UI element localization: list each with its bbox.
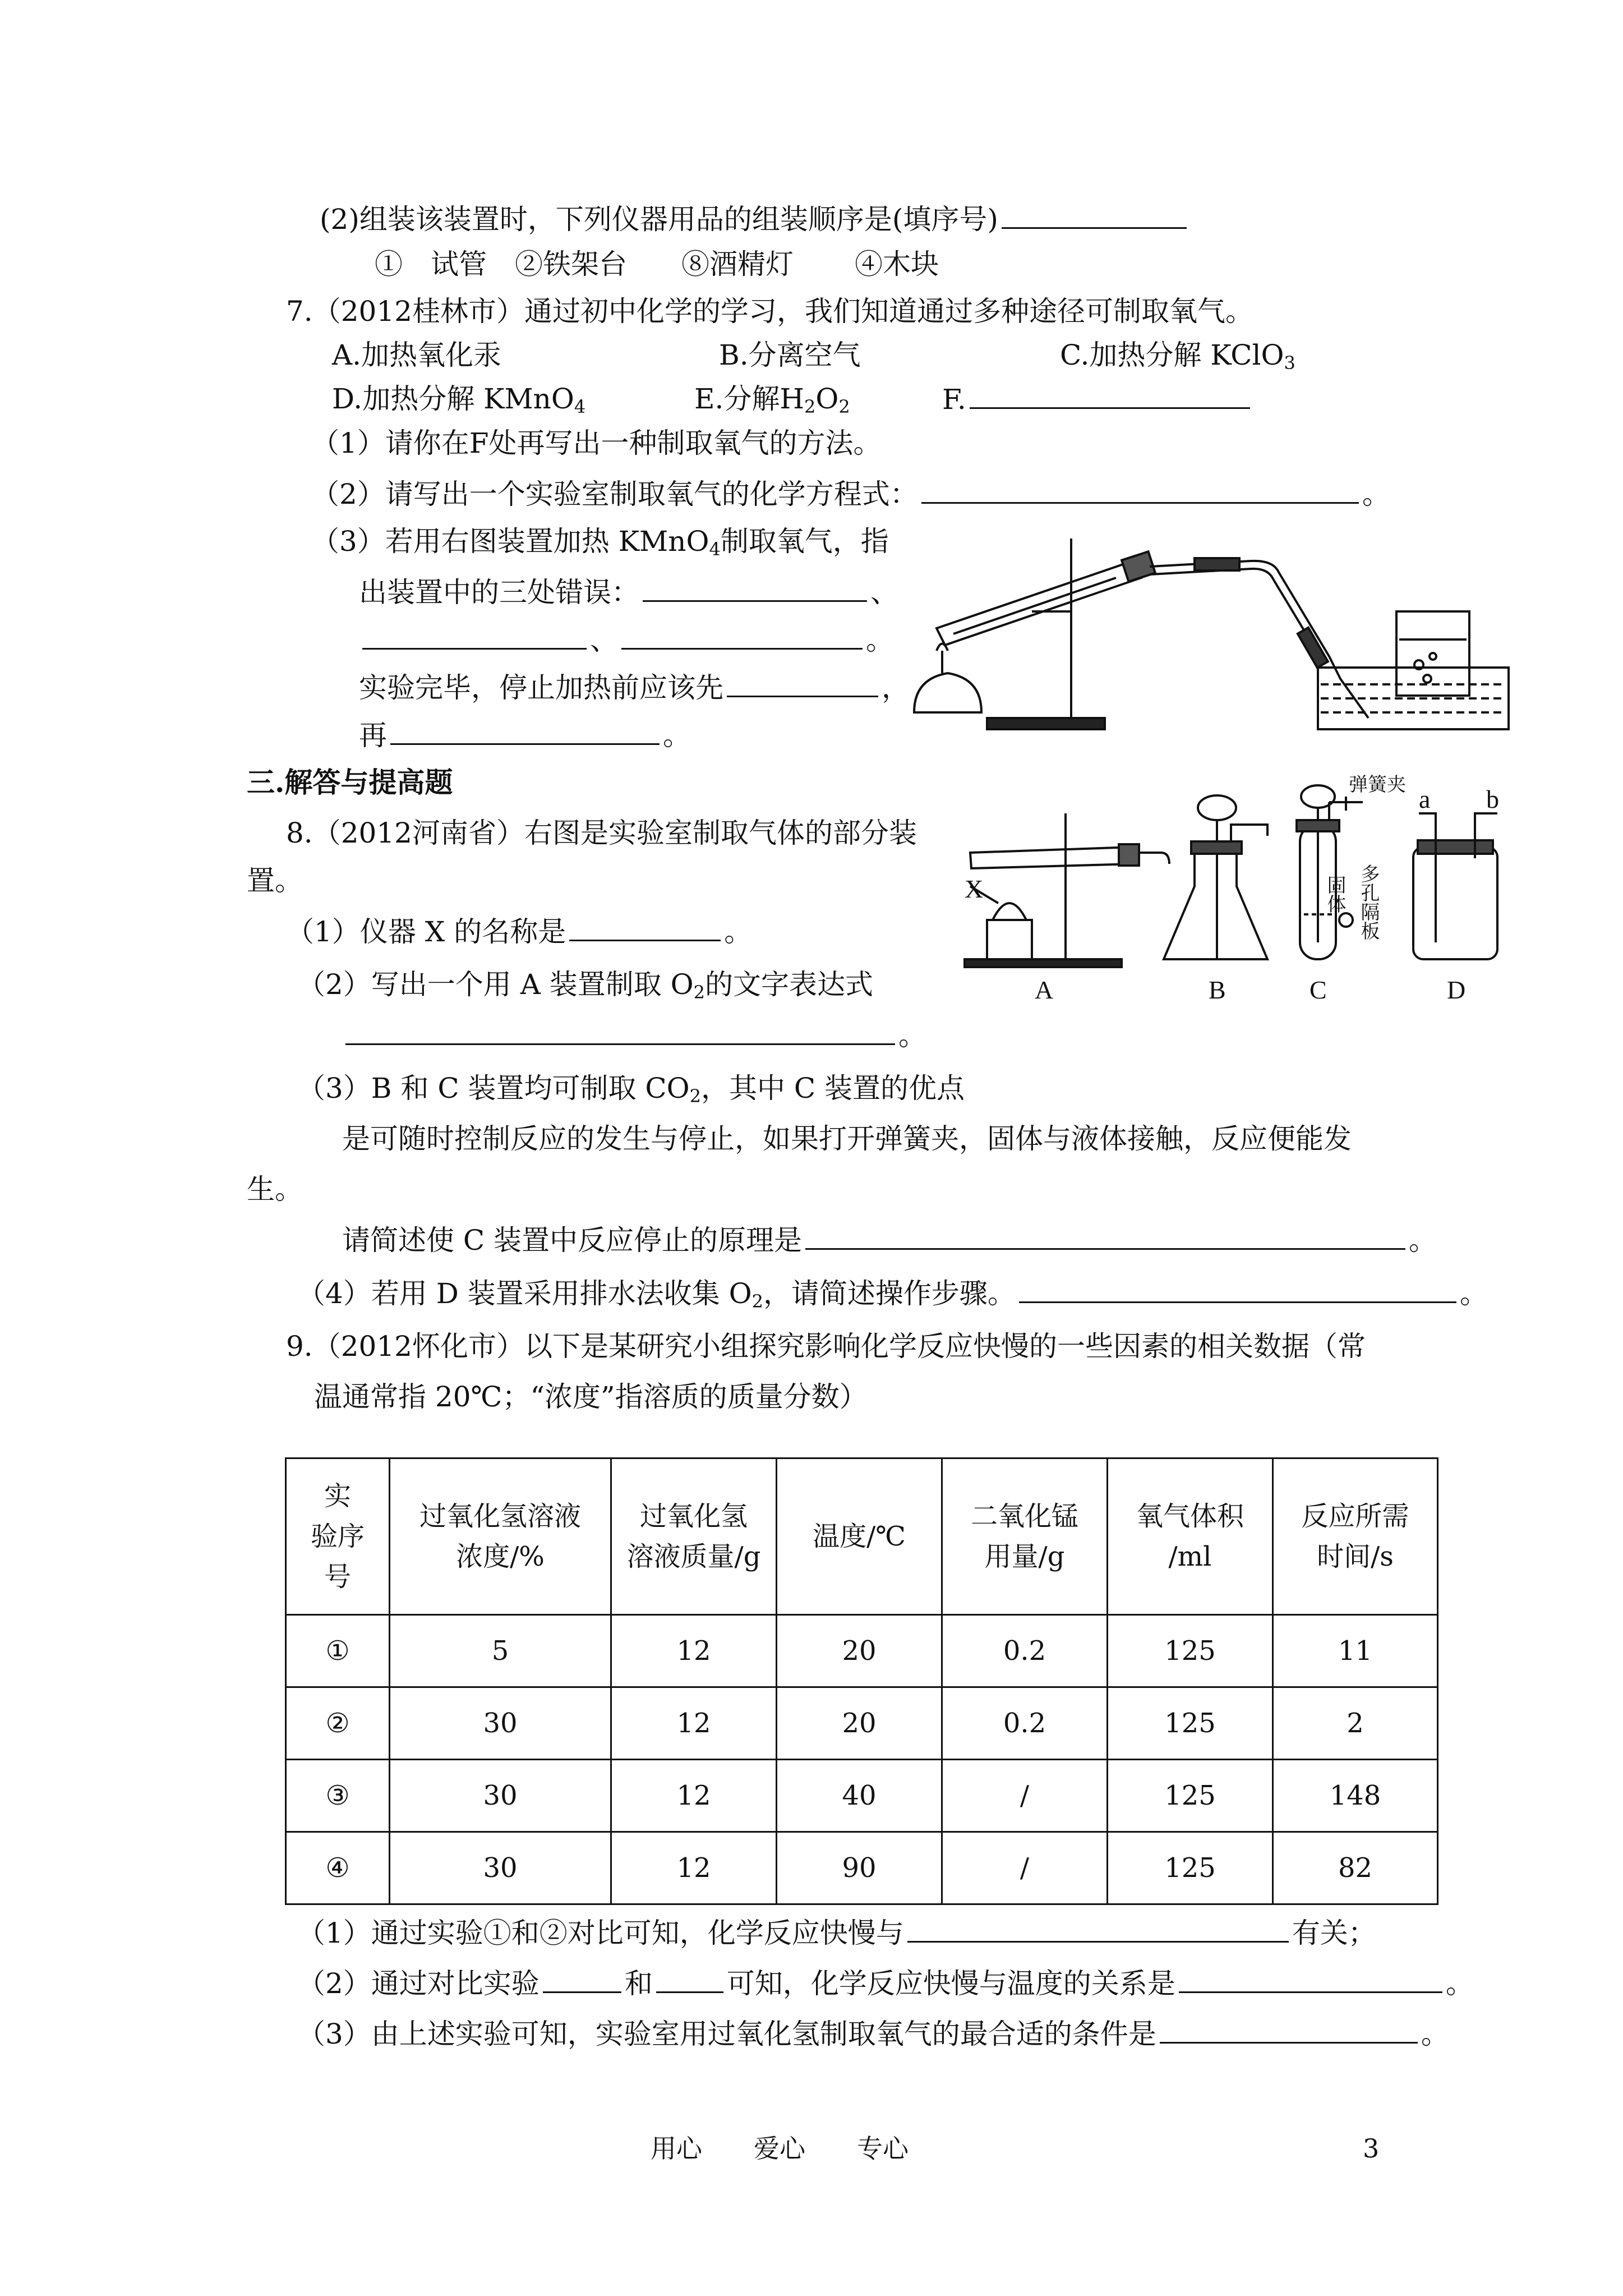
table-cell: 125 bbox=[1108, 1615, 1273, 1687]
header-temperature: 温度/℃ bbox=[777, 1458, 942, 1615]
table-header-row bbox=[286, 1458, 1438, 1615]
table-cell: ④ bbox=[286, 1832, 390, 1904]
fig-label-b: B bbox=[1209, 976, 1226, 1004]
q7-option-a: A.加热氧化汞 bbox=[332, 339, 502, 371]
q8-p3b: 是可随时控制反应的发生与停止，如果打开弹簧夹，固体与液体接触，反应便能发 bbox=[342, 1122, 1352, 1155]
q9-factor-blank[interactable] bbox=[907, 1913, 1289, 1943]
q9-condition-blank[interactable] bbox=[1160, 2014, 1418, 2044]
table-cell: 20 bbox=[777, 1615, 942, 1687]
q7-p1: （1）请你在F处再写出一种制取氧气的方法。 bbox=[311, 427, 882, 459]
fig-label-spring-clip: 弹簧夹 bbox=[1349, 774, 1406, 796]
table-cell: ① bbox=[286, 1615, 390, 1687]
table-cell: 11 bbox=[1273, 1615, 1438, 1687]
table-cell: 125 bbox=[1108, 1687, 1273, 1760]
q7-stem: 7.（2012桂林市）通过初中化学的学习，我们知道通过多种途径可制取氧气。 bbox=[286, 295, 1253, 328]
table-row bbox=[286, 1760, 1438, 1832]
table-row bbox=[286, 1615, 1438, 1687]
section-3-title: 三.解答与提高题 bbox=[247, 766, 453, 799]
q8-p1: （1）仪器 X 的名称是 。 bbox=[286, 912, 752, 951]
q7-equation-blank[interactable] bbox=[921, 474, 1359, 504]
q7-option-e: E.分解$H_2O_2$ bbox=[694, 383, 850, 417]
q6-item-2: ②铁架台 bbox=[515, 248, 627, 280]
fig-label-c: C bbox=[1310, 976, 1327, 1004]
fig-label-x: X bbox=[965, 875, 984, 903]
table-row bbox=[286, 1832, 1438, 1904]
q7-error-blank-2[interactable] bbox=[362, 620, 587, 650]
table-cell: 30 bbox=[390, 1760, 611, 1832]
q7-p3a: （3）若用右图装置加热 KMnO$_4$制取氧气，指 bbox=[311, 525, 889, 560]
header-mno2-amount: 二氧化锰 用量/g bbox=[942, 1458, 1108, 1615]
page-number: 3 bbox=[1363, 2133, 1380, 2164]
q9-p2: （2）通过对比实验 和 可知，化学反应快慢与温度的关系是 。 bbox=[297, 1963, 1474, 2003]
q6-part2-text: (2)组装该装置时，下列仪器用品的组装顺序是(填序号) bbox=[320, 203, 998, 236]
table-cell: 12 bbox=[611, 1687, 777, 1760]
q8-principle-blank[interactable] bbox=[805, 1220, 1405, 1250]
q7-option-b: B.分离空气 bbox=[719, 339, 861, 371]
q6-answer-blank[interactable] bbox=[1002, 199, 1187, 229]
table-cell: 125 bbox=[1108, 1832, 1273, 1904]
q6-part2-line bbox=[320, 199, 1190, 239]
fig-label-porous-plate: 多孔隔板 bbox=[1357, 864, 1380, 940]
experiment-data-table bbox=[285, 1457, 1438, 1905]
table-cell: 148 bbox=[1273, 1760, 1438, 1832]
q8-p4: （4）若用 D 装置采用排水法收集 $O_2$，请简述操作步骤。 。 bbox=[297, 1273, 1488, 1313]
q8-expression-blank[interactable] bbox=[345, 1015, 895, 1045]
q6-item-3: ⑧酒精灯 bbox=[681, 248, 794, 280]
q8-stem-b: 置。 bbox=[247, 864, 303, 897]
q7-p3d: 实验完毕，停止加热前应该先 ， bbox=[359, 668, 910, 707]
table-cell: 2 bbox=[1273, 1687, 1438, 1760]
q8-p2: （2）写出一个用 A 装置制取 $O_2$的文字表达式 bbox=[297, 968, 873, 1003]
q7-f-blank[interactable] bbox=[970, 379, 1250, 409]
table-cell: 0.2 bbox=[942, 1615, 1108, 1687]
table-cell: 82 bbox=[1273, 1832, 1438, 1904]
fig-label-port-a: a bbox=[1419, 785, 1431, 813]
q6-item-1: ① 试管 bbox=[375, 248, 487, 280]
table-cell: 30 bbox=[390, 1832, 611, 1904]
table-cell: 125 bbox=[1108, 1760, 1273, 1832]
fig-label-a: A bbox=[1035, 976, 1054, 1004]
table-cell: ③ bbox=[286, 1760, 390, 1832]
q8-p3c: 生。 bbox=[247, 1173, 303, 1205]
header-oxygen-volume: 氧气体积 /ml bbox=[1108, 1458, 1273, 1615]
q7-then-step-blank[interactable] bbox=[390, 715, 660, 745]
footer-motto: 用心 爱心 专心 bbox=[651, 2133, 909, 2164]
fig-label-d: D bbox=[1447, 976, 1466, 1004]
header-solution-mass: 过氧化氢 溶液质量/g bbox=[611, 1458, 777, 1615]
q7-p2: （2）请写出一个实验室制取氧气的化学方程式： 。 bbox=[311, 474, 1390, 514]
q6-item-4: ④木块 bbox=[855, 248, 939, 280]
header-reaction-time: 反应所需 时间/s bbox=[1273, 1458, 1438, 1615]
q7-option-c: C.加热分解 KClO$_3$ bbox=[1060, 339, 1295, 374]
q9-p1: （1）通过实验①和②对比可知，化学反应快慢与 有关； bbox=[297, 1913, 1376, 1953]
q8-p3d: 请简述使 C 装置中反应停止的原理是 。 bbox=[342, 1220, 1437, 1260]
table-cell: ② bbox=[286, 1687, 390, 1760]
q9-exp-blank-2[interactable] bbox=[656, 1963, 723, 1993]
q7-option-f: F. bbox=[942, 379, 1253, 419]
table-cell: 12 bbox=[611, 1615, 777, 1687]
fig-label-solid: 固体 bbox=[1324, 875, 1346, 913]
fig-label-port-b: b bbox=[1486, 785, 1499, 813]
q8-p3a: （3）B 和 C 装置均可制取 $CO_2$，其中 C 装置的优点 bbox=[297, 1072, 965, 1107]
q9-stem-b: 温通常指 20℃；“浓度”指溶质的质量分数） bbox=[314, 1381, 868, 1413]
kmno4-apparatus-figure bbox=[903, 527, 1520, 740]
q9-relation-blank[interactable] bbox=[1179, 1963, 1442, 1993]
q9-stem-a: 9.（2012怀化市）以下是某研究小组探究影响化学反应快慢的一些因素的相关数据（常 bbox=[286, 1330, 1366, 1363]
table-cell: 12 bbox=[611, 1832, 777, 1904]
table-cell: 30 bbox=[390, 1687, 611, 1760]
header-experiment-no: 实 验序 号 bbox=[286, 1458, 390, 1615]
header-concentration: 过氧化氢溶液 浓度/% bbox=[390, 1458, 611, 1615]
q7-error-blank-3[interactable] bbox=[621, 620, 863, 650]
q7-option-d: D.加热分解 KMnO$_4$ bbox=[332, 383, 586, 417]
q7-p3b: 出装置中的三处错误： 、 bbox=[359, 572, 898, 612]
q9-p3: （3）由上述实验可知，实验室用过氧化氢制取氧气的最合适的条件是 。 bbox=[297, 2014, 1449, 2054]
table-cell: 5 bbox=[390, 1615, 611, 1687]
q8-p2-answer: 。 bbox=[342, 1015, 926, 1055]
table-row bbox=[286, 1687, 1438, 1760]
table-cell: / bbox=[942, 1832, 1108, 1904]
q7-first-step-blank[interactable] bbox=[727, 668, 878, 697]
table-cell: 0.2 bbox=[942, 1687, 1108, 1760]
gas-apparatus-figure bbox=[953, 774, 1520, 1010]
q9-exp-blank-1[interactable] bbox=[543, 1963, 621, 1993]
q8-stem-a: 8.（2012河南省）右图是实验室制取气体的部分装 bbox=[286, 817, 917, 849]
q7-error-blank-1[interactable] bbox=[643, 572, 867, 602]
q8-steps-blank[interactable] bbox=[1019, 1273, 1456, 1303]
table-cell: 90 bbox=[777, 1832, 942, 1904]
table-cell: 20 bbox=[777, 1687, 942, 1760]
table-cell: 40 bbox=[777, 1760, 942, 1832]
table-cell: / bbox=[942, 1760, 1108, 1832]
q7-p3e: 再 。 bbox=[359, 715, 691, 755]
q8-instrument-blank[interactable] bbox=[569, 912, 721, 941]
q7-p3c: 、 。 bbox=[359, 620, 894, 660]
table-cell: 12 bbox=[611, 1760, 777, 1832]
